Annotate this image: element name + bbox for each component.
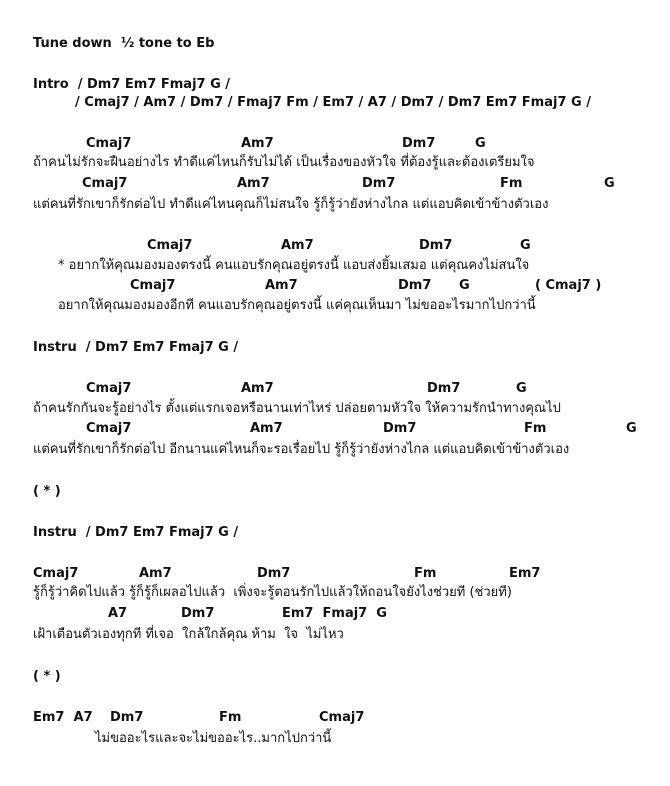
chord: Fm [500, 176, 523, 191]
chord: Cmaj7 [147, 238, 193, 253]
chord: Am7 [250, 421, 283, 436]
instrumental-1: Instru / Dm7 Em7 Fmaj7 G / [33, 340, 239, 355]
chord: Dm7 [427, 381, 461, 396]
lyric-line: * อยากให้คุณมองมองตรงนี้ คนแอบรักคุณอยู่ตรงนี้ แอบส่งยิ้มเสมอ แต่คุณคงไม่สนใจ [58, 258, 530, 273]
chord: A7 [108, 606, 128, 621]
chord: Am7 [241, 381, 274, 396]
lyric-line: ไม่ขออะไรและจะไม่ขออะไร..มากไปกว่านี้ [95, 731, 332, 746]
chord: Cmaj7 [86, 421, 132, 436]
lyric-line: เฝ้าเตือนตัวเองทุกที ที่เจอ ใกล้ใกล้คุณ ห้าม ใจ ไม่ไหว [33, 627, 344, 642]
chord: Dm7 [110, 710, 144, 725]
lyric-line: ถ้าคนไม่รักจะฝืนอย่างไร ทำดีแค่ไหนก็รับไม่ได้ เป็นเรื่องของหัวใจ ที่ต้องรู้และต้องเตรียมใจ [33, 155, 535, 170]
chord: Cmaj7 [86, 381, 132, 396]
chord: Fm [524, 421, 547, 436]
intro-line-2: / Cmaj7 / Am7 / Dm7 / Fmaj7 Fm / Em7 / A7 / Dm7 / Dm7 Em7 Fmaj7 G / [75, 95, 591, 110]
chord: Am7 [281, 238, 314, 253]
chord: Dm7 [402, 136, 436, 151]
chord: G [459, 278, 470, 293]
chord: G [520, 238, 531, 253]
chord: G [475, 136, 486, 151]
chord: Cmaj7 [33, 566, 79, 581]
chord: Fm [414, 566, 437, 581]
repeat-chorus-marker: ( * ) [33, 669, 61, 684]
chord: ( Cmaj7 ) [535, 278, 602, 293]
intro-line-1: Intro / Dm7 Em7 Fmaj7 G / [33, 77, 231, 92]
chord: Cmaj7 [86, 136, 132, 151]
chord: G [604, 176, 615, 191]
chord: Dm7 [383, 421, 417, 436]
chord: Am7 [241, 136, 274, 151]
chord: Dm7 [362, 176, 396, 191]
chord: Em7 A7 [33, 710, 93, 725]
chord: Em7 [509, 566, 541, 581]
chord: Fm [219, 710, 242, 725]
tuning-note: Tune down ½ tone to Eb [33, 36, 215, 51]
chord: Cmaj7 [82, 176, 128, 191]
chord: Dm7 [419, 238, 453, 253]
lyric-line: แต่คนที่รักเขาก็รักต่อไป อีกนานแค่ไหนก็จะรอเรื่อยไป รู้ก็รู้ว่ายังห่างไกล แต่แอบคิดเข้าข้างตัวเอง [33, 442, 570, 457]
chord: Dm7 [257, 566, 291, 581]
chord: Cmaj7 [319, 710, 365, 725]
instrumental-2: Instru / Dm7 Em7 Fmaj7 G / [33, 525, 239, 540]
lyric-line: อยากให้คุณมองมองอีกที คนแอบรักคุณอยู่ตรงนี้ แค่คุณเห็นมา ไม่ขออะไรมากไปกว่านี้ [58, 298, 536, 313]
chord: Em7 Fmaj7 G [282, 606, 387, 621]
chord: Dm7 [181, 606, 215, 621]
lyric-line: ถ้าคนรักกันจะรู้อย่างไร ตั้งแต่แรกเจอหรือนานเท่าไหร่ ปล่อยตามหัวใจ ให้ความรักนำทางคุณไป [33, 401, 561, 416]
chord: Am7 [139, 566, 172, 581]
chord: Cmaj7 [130, 278, 176, 293]
chord: G [626, 421, 637, 436]
chord: Am7 [265, 278, 298, 293]
chord: Am7 [237, 176, 270, 191]
repeat-chorus-marker: ( * ) [33, 484, 61, 499]
chord: Dm7 [398, 278, 432, 293]
lyric-line: แต่คนที่รักเขาก็รักต่อไป ทำดีแค่ไหนคุณก็ไม่สนใจ รู้ก็รู้ว่ายังห่างไกล แต่แอบคิดเข้าข้างตัวเอง [33, 197, 549, 212]
lyric-line: รู้ก็รู้ว่าคิดไปแล้ว รู้ก็รู้ก็เผลอไปแล้ว เพิ่งจะรู้ตอนรักไปแล้วให้ถอนใจยังไงช่วยที (ช่วยที) [33, 585, 512, 600]
chord: G [516, 381, 527, 396]
